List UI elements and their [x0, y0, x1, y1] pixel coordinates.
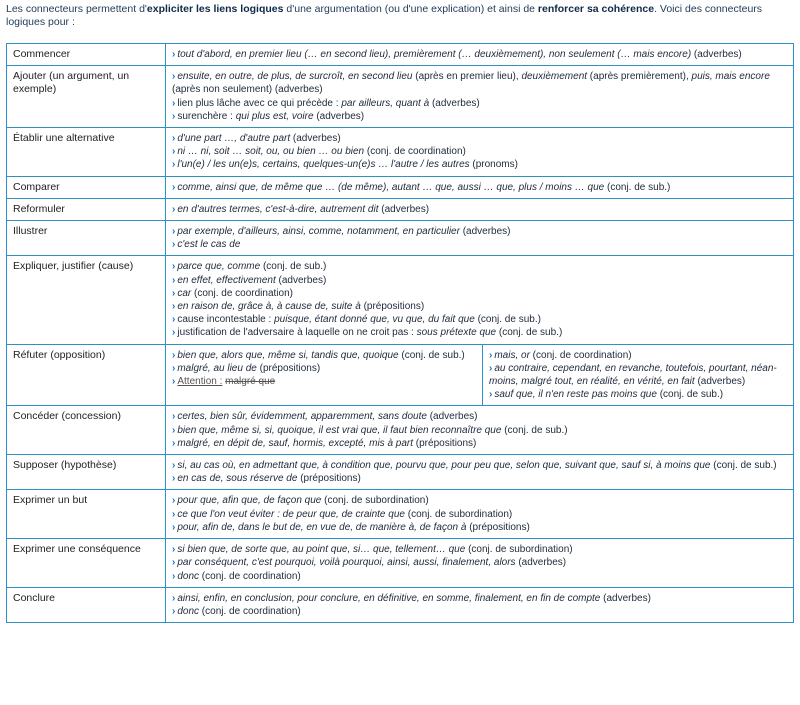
connector-text: (conj. de subordination): [404, 508, 513, 520]
connector-line: [172, 238, 787, 251]
connector-text: en raison de, grâce à, à cause de, suite à: [177, 301, 361, 313]
connector-text: (prépositions): [360, 301, 425, 313]
connector-text: (prépositions): [297, 473, 361, 485]
table-row: [7, 198, 794, 220]
connector-text: malgré que: [225, 376, 276, 388]
connector-text: (adverbes): [515, 557, 567, 569]
chevron-right-icon: ›: [172, 605, 176, 617]
connector-text: l'un(e) / les un(e)s, certains, quelques-un(e)s … l'autre / les autres: [177, 159, 470, 171]
connector-text: (adverbes): [275, 274, 327, 286]
connector-text: (conj. de sub.): [496, 327, 563, 339]
connector-text: (adverbes): [459, 226, 511, 238]
connector-text: Attention :: [177, 376, 223, 388]
row-content: [166, 539, 794, 588]
row-content: [166, 406, 794, 455]
connector-text: d'une part …, d'autre part: [177, 133, 291, 145]
connector-text: (prépositions): [466, 521, 530, 533]
connector-line: [172, 158, 787, 171]
connector-text: bien que, alors que, même si, tandis que, quoique: [177, 349, 399, 361]
connector-line: [172, 145, 787, 158]
connector-line: [172, 70, 787, 83]
connector-text: (conj. de coordination): [199, 605, 301, 617]
connector-line: [172, 459, 787, 472]
connector-text: ni … ni, soit … soit, ou, ou bien … ou bien: [177, 146, 365, 158]
chevron-right-icon: ›: [172, 473, 176, 485]
refuter-left-column: [166, 345, 483, 406]
connector-text: deuxièmement: [521, 71, 588, 83]
connector-text: (conj. de subordination): [321, 495, 429, 507]
chevron-right-icon: ›: [172, 159, 176, 171]
row-content: [166, 198, 794, 220]
connector-text: (adverbes): [694, 376, 746, 388]
chevron-right-icon: ›: [172, 133, 176, 145]
table-body-refuter: [7, 344, 794, 406]
chevron-right-icon: ›: [172, 287, 176, 299]
connector-text: (après non seulement) (adverbes): [172, 84, 323, 96]
chevron-right-icon: ›: [172, 146, 176, 158]
connector-text: (conj. de subordination): [465, 544, 573, 556]
connector-text: (conj. de sub.): [398, 349, 465, 361]
row-label: Ajouter (un argument, un exemple): [7, 66, 166, 128]
connector-text: (adverbes): [426, 411, 478, 423]
chevron-right-icon: ›: [172, 301, 176, 313]
chevron-right-icon: ›: [172, 376, 176, 388]
connector-text: (pronoms): [469, 159, 518, 171]
connector-line: [172, 83, 787, 96]
row-label: Reformuler: [7, 198, 166, 220]
connector-text: (conj. de sub.): [604, 181, 671, 193]
connector-text: donc: [177, 605, 200, 617]
row-label: Supposer (hypothèse): [7, 455, 166, 490]
connector-line: [172, 349, 476, 362]
connector-line: [172, 225, 787, 238]
connector-text: tout d'abord, en premier lieu (… en second lieu), premièrement (… deuxièmement), non seulement (… mais encore): [177, 49, 692, 60]
row-content: [166, 455, 794, 490]
table-row: [7, 66, 794, 128]
connector-text: car: [177, 287, 192, 299]
chevron-right-icon: ›: [172, 570, 176, 582]
chevron-right-icon: ›: [172, 557, 176, 569]
connector-line: [172, 437, 787, 450]
table-row: [7, 176, 794, 198]
connector-line: [172, 260, 787, 273]
intro-bold-2: renforcer sa cohérence: [537, 3, 655, 15]
connector-text: sous prétexte que: [416, 327, 497, 339]
connector-text: donc: [177, 570, 200, 582]
connector-text: (conj. de coordination): [191, 287, 293, 299]
connector-text: par exemple, d'ailleurs, ainsi, comme, notamment, en particulier: [177, 226, 460, 238]
row-label: Comparer: [7, 176, 166, 198]
row-content: [166, 44, 794, 66]
refuter-right-column: [483, 345, 794, 406]
connector-text: sauf que, il n'en reste pas moins que: [494, 389, 657, 401]
table-row: [7, 44, 794, 66]
connector-line: [172, 605, 787, 618]
connector-text: (adverbes): [313, 110, 365, 122]
connector-line: [489, 375, 787, 388]
chevron-right-icon: ›: [172, 261, 176, 273]
connector-text: si bien que, de sorte que, au point que, si… que, tellement… que: [177, 544, 466, 556]
connector-text: (après en premier lieu),: [412, 71, 522, 83]
connector-line: [172, 521, 787, 534]
connector-line: [489, 388, 787, 401]
connector-text: (conj. de sub.): [474, 314, 541, 326]
chevron-right-icon: ›: [172, 411, 176, 423]
connector-text: si, au cas où, en admettant que, à condition que, pourvu que, pour peu que, selon que, suivant que, sauf si, à moins que: [177, 460, 711, 472]
refuter-inner-table: [166, 345, 793, 406]
connector-line: [172, 97, 787, 110]
row-label: Concéder (concession): [7, 406, 166, 455]
connector-text: ainsi, enfin, en conclusion, pour conclure, en définitive, en somme, finalement, en fin de compte: [177, 592, 601, 604]
connector-text: c'est le cas de: [177, 239, 241, 251]
chevron-right-icon: ›: [172, 226, 176, 238]
connector-text: (conj. de sub.): [260, 261, 327, 273]
connector-text: certes, bien sûr, évidemment, apparemment, sans doute: [177, 411, 427, 423]
intro-text-2: d'une argumentation (ou d'une explication) et ainsi de: [283, 3, 538, 15]
chevron-right-icon: ›: [172, 508, 176, 520]
connector-line: [172, 424, 787, 437]
connector-line: [172, 592, 787, 605]
connector-text: au contraire, cependant, en revanche, toutefois, pourtant, néan-: [494, 362, 777, 374]
connector-line: [172, 181, 787, 194]
chevron-right-icon: ›: [172, 181, 176, 193]
connector-text: (adverbes): [600, 592, 651, 604]
connector-text: bien que, même si, si, quoique, il est vrai que, il faut bien reconnaître que: [177, 424, 502, 436]
table-row: [7, 406, 794, 455]
connector-text: moins, malgré tout, en réalité, en vérité, en fait: [489, 376, 695, 388]
row-content: [166, 587, 794, 622]
connector-text: surenchère :: [177, 110, 236, 122]
connector-line: [172, 203, 787, 216]
row-label: Expliquer, justifier (cause): [7, 256, 166, 344]
connector-line: [172, 300, 787, 313]
connector-line: [172, 556, 787, 569]
connector-text: (conj. de coordination): [529, 349, 632, 361]
chevron-right-icon: ›: [172, 521, 176, 533]
connector-line: [172, 326, 787, 339]
intro-text-1: Les connecteurs permettent d': [6, 3, 147, 15]
connector-text: malgré, en dépit de, sauf, hormis, excepté, mis à part: [177, 437, 414, 449]
connector-text: comme, ainsi que, de même que … (de même), autant … que, aussi … que, plus / moins … que: [177, 181, 605, 193]
intro-paragraph: [6, 3, 796, 29]
chevron-right-icon: ›: [172, 203, 176, 215]
connector-text: pour, afin de, dans le but de, en vue de, de manière à, de façon à: [177, 521, 467, 533]
connector-text: cause incontestable :: [177, 314, 275, 326]
connector-text: mais, or: [494, 349, 530, 361]
row-content: [166, 490, 794, 539]
chevron-right-icon: ›: [172, 274, 176, 286]
connector-text: lien plus lâche avec ce qui précède :: [177, 97, 342, 109]
connector-text: ce que l'on veut éviter : de peur que, de crainte que: [177, 508, 405, 520]
connector-text: (adverbes): [429, 97, 480, 109]
row-content: [166, 66, 794, 128]
table-row: [7, 539, 794, 588]
connector-text: (conj. de coordination): [364, 146, 466, 158]
row-label: Conclure: [7, 587, 166, 622]
table-body-bottom: [7, 406, 794, 623]
chevron-right-icon: ›: [489, 362, 493, 374]
chevron-right-icon: ›: [489, 349, 493, 361]
row-label-refuter: Réfuter (opposition): [7, 344, 166, 406]
row-content: [166, 256, 794, 344]
connector-line: [172, 375, 476, 388]
connector-text: puisque, étant donné que, vu que, du fait que: [274, 314, 475, 326]
connector-text: puis, mais encore: [691, 71, 770, 83]
connector-text: qui plus est, voire: [235, 110, 314, 122]
connector-line: [172, 472, 787, 485]
chevron-right-icon: ›: [172, 544, 176, 556]
connector-text: par conséquent, c'est pourquoi, voilà pourquoi, ainsi, aussi, finalement, alors: [177, 557, 516, 569]
connector-text: parce que, comme: [177, 261, 261, 273]
chevron-right-icon: ›: [172, 71, 176, 83]
table-row-refuter: [7, 344, 794, 406]
table-row: [7, 128, 794, 177]
connector-text: ensuite, en outre, de plus, de surcroît, en second lieu: [177, 71, 413, 83]
row-content: [166, 128, 794, 177]
table-row: [7, 455, 794, 490]
table-row: [7, 256, 794, 344]
connector-text: justification de l'adversaire à laquelle on ne croit pas :: [177, 327, 417, 339]
chevron-right-icon: ›: [172, 460, 176, 472]
chevron-right-icon: ›: [172, 97, 176, 109]
connector-text: (conj. de sub.): [501, 424, 568, 436]
intro-bold-1: expliciter les liens logiques: [146, 3, 284, 15]
connector-text: (adverbes): [378, 203, 430, 215]
chevron-right-icon: ›: [172, 349, 176, 361]
connector-line: [489, 362, 787, 375]
connector-line: [172, 570, 787, 583]
connector-line: [172, 410, 787, 423]
row-label: Commencer: [7, 44, 166, 66]
table-body-top: [7, 44, 794, 345]
connector-line: [172, 110, 787, 123]
connector-line: [172, 313, 787, 326]
connector-line: [172, 362, 476, 375]
connector-line: [172, 132, 787, 145]
chevron-right-icon: ›: [172, 110, 176, 122]
row-label: Établir une alternative: [7, 128, 166, 177]
connector-line: [172, 274, 787, 287]
row-label: Exprimer un but: [7, 490, 166, 539]
chevron-right-icon: ›: [172, 239, 176, 251]
chevron-right-icon: ›: [172, 327, 176, 339]
connector-text: en cas de, sous réserve de: [177, 473, 298, 485]
chevron-right-icon: ›: [172, 314, 176, 326]
connector-text: par ailleurs, quant à: [341, 97, 430, 109]
row-label: Exprimer une conséquence: [7, 539, 166, 588]
connector-text: (adverbes): [691, 49, 742, 60]
connector-text: (conj. de sub.): [710, 460, 777, 472]
chevron-right-icon: ›: [172, 424, 176, 436]
connector-text: en effet, effectivement: [177, 274, 276, 286]
connector-text: (prépositions): [256, 362, 321, 374]
chevron-right-icon: ›: [172, 49, 176, 60]
connector-line: [172, 494, 787, 507]
connector-line: [172, 48, 787, 61]
row-content: [166, 176, 794, 198]
connector-line: [172, 508, 787, 521]
table-row: [7, 587, 794, 622]
intro-text-3: . Voici des connecteurs logiques pour :: [6, 3, 763, 28]
row-content: [166, 221, 794, 256]
table-row: [7, 490, 794, 539]
chevron-right-icon: ›: [172, 495, 176, 507]
table-row: [7, 221, 794, 256]
chevron-right-icon: ›: [172, 437, 176, 449]
connector-text: (conj. de coordination): [199, 570, 301, 582]
connector-text: malgré, au lieu de: [177, 362, 257, 374]
connector-line: [489, 349, 787, 362]
row-label: Illustrer: [7, 221, 166, 256]
connector-text: pour que, afin que, de façon que: [177, 495, 322, 507]
connector-text: (conj. de sub.): [656, 389, 724, 401]
connector-text: (adverbes): [290, 133, 341, 145]
connector-line: [172, 287, 787, 300]
chevron-right-icon: ›: [172, 362, 176, 374]
chevron-right-icon: ›: [489, 389, 493, 401]
connector-text: (après premièrement),: [587, 71, 692, 83]
connector-text: (prépositions): [413, 437, 477, 449]
connectors-table: [6, 43, 794, 623]
chevron-right-icon: ›: [172, 592, 176, 604]
connector-text: en d'autres termes, c'est-à-dire, autrement dit: [177, 203, 379, 215]
refuter-content: [166, 344, 794, 406]
connector-line: [172, 543, 787, 556]
